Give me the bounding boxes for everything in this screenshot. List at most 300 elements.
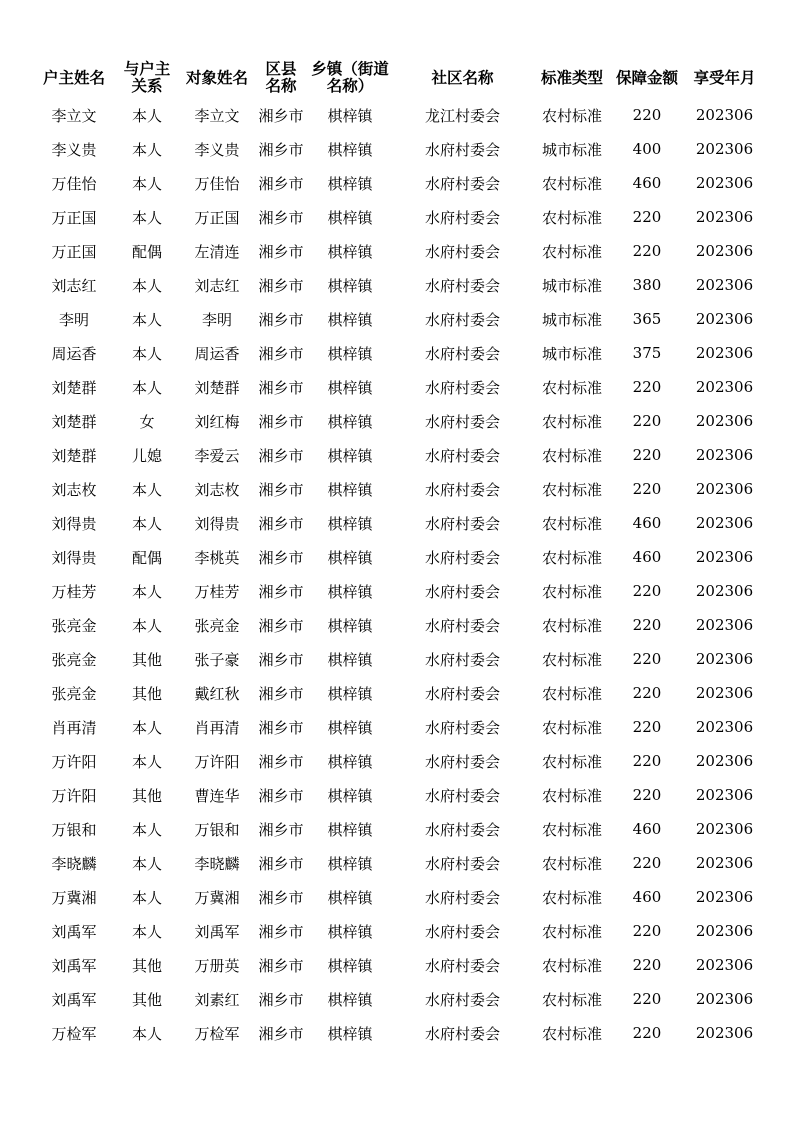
cell-relation: 本人 <box>131 344 162 363</box>
header-text-line: 享受年月 <box>693 68 756 87</box>
table-row <box>32 438 768 472</box>
cell-county: 湘乡市 <box>258 1024 304 1043</box>
cell-amount: 220 <box>632 412 662 430</box>
cell-month: 202306 <box>695 310 754 328</box>
cell-county: 湘乡市 <box>258 378 304 397</box>
cell-standard-type: 农村标准 <box>541 480 602 499</box>
header-text-line: 名称） <box>326 77 374 95</box>
table-row <box>32 812 768 846</box>
cell-month: 202306 <box>695 616 754 634</box>
header-community-name <box>394 58 531 98</box>
cell-month: 202306 <box>695 174 754 192</box>
table-row <box>32 268 768 302</box>
cell-amount: 460 <box>632 174 662 192</box>
cell-township: 棋梓镇 <box>327 922 373 941</box>
cell-community: 水府村委会 <box>424 208 500 227</box>
cell-month: 202306 <box>695 684 754 702</box>
cell-amount: 220 <box>632 684 662 702</box>
cell-recipient: 李明 <box>201 310 232 329</box>
cell-standard-type: 农村标准 <box>541 888 602 907</box>
cell-recipient: 肖再清 <box>194 718 240 737</box>
cell-recipient: 万冀湘 <box>194 888 240 907</box>
cell-county: 湘乡市 <box>258 820 304 839</box>
cell-standard-type: 农村标准 <box>541 922 602 941</box>
header-text-line: 关系 <box>131 77 163 95</box>
cell-recipient: 万佳怡 <box>194 174 240 193</box>
table-row <box>32 404 768 438</box>
cell-standard-type: 农村标准 <box>541 650 602 669</box>
cell-community: 水府村委会 <box>424 854 500 873</box>
cell-amount: 220 <box>632 106 662 124</box>
cell-month: 202306 <box>695 786 754 804</box>
cell-community: 水府村委会 <box>424 990 500 1009</box>
cell-amount: 220 <box>632 1024 662 1042</box>
cell-month: 202306 <box>695 446 754 464</box>
cell-recipient: 刘得贵 <box>194 514 240 533</box>
cell-relation: 本人 <box>131 854 162 873</box>
cell-standard-type: 农村标准 <box>541 786 602 805</box>
cell-relation: 本人 <box>131 922 162 941</box>
table-row <box>32 472 768 506</box>
cell-household-head: 李立文 <box>51 106 97 125</box>
cell-household-head: 万许阳 <box>51 752 97 771</box>
table-row <box>32 132 768 166</box>
cell-recipient: 张亮金 <box>194 616 240 635</box>
cell-community: 水府村委会 <box>424 922 500 941</box>
cell-community: 水府村委会 <box>424 446 500 465</box>
cell-standard-type: 农村标准 <box>541 684 602 703</box>
cell-relation: 本人 <box>131 174 162 193</box>
cell-township: 棋梓镇 <box>327 582 373 601</box>
cell-relation: 配偶 <box>131 548 162 567</box>
cell-recipient: 李爱云 <box>194 446 240 465</box>
cell-amount: 460 <box>632 888 662 906</box>
cell-standard-type: 农村标准 <box>541 548 602 567</box>
table-row <box>32 200 768 234</box>
cell-township: 棋梓镇 <box>327 990 373 1009</box>
cell-month: 202306 <box>695 548 754 566</box>
table-row <box>32 642 768 676</box>
cell-township: 棋梓镇 <box>327 820 373 839</box>
cell-relation: 本人 <box>131 140 162 159</box>
cell-household-head: 张亮金 <box>51 650 97 669</box>
cell-community: 水府村委会 <box>424 718 500 737</box>
cell-township: 棋梓镇 <box>327 548 373 567</box>
cell-recipient: 曹连华 <box>194 786 240 805</box>
cell-relation: 本人 <box>131 582 162 601</box>
cell-relation: 本人 <box>131 106 162 125</box>
cell-month: 202306 <box>695 718 754 736</box>
cell-standard-type: 农村标准 <box>541 616 602 635</box>
cell-standard-type: 农村标准 <box>541 208 602 227</box>
cell-month: 202306 <box>695 990 754 1008</box>
cell-relation: 本人 <box>131 514 162 533</box>
cell-community: 水府村委会 <box>424 684 500 703</box>
cell-relation: 本人 <box>131 820 162 839</box>
table-row <box>32 98 768 132</box>
cell-community: 水府村委会 <box>424 276 500 295</box>
cell-standard-type: 农村标准 <box>541 446 602 465</box>
cell-recipient: 刘志红 <box>194 276 240 295</box>
header-amount <box>613 58 681 98</box>
cell-standard-type: 城市标准 <box>541 310 602 329</box>
cell-amount: 220 <box>632 242 662 260</box>
cell-county: 湘乡市 <box>258 888 304 907</box>
cell-household-head: 李明 <box>58 310 89 329</box>
cell-household-head: 万正国 <box>51 208 97 227</box>
cell-township: 棋梓镇 <box>327 650 373 669</box>
cell-community: 龙江村委会 <box>424 106 500 125</box>
table-row <box>32 982 768 1016</box>
cell-recipient: 戴红秋 <box>194 684 240 703</box>
cell-month: 202306 <box>695 378 754 396</box>
cell-standard-type: 城市标准 <box>541 276 602 295</box>
cell-community: 水府村委会 <box>424 378 500 397</box>
cell-amount: 375 <box>632 344 662 362</box>
header-text-line: 乡镇（街道 <box>311 60 389 78</box>
cell-relation: 本人 <box>131 208 162 227</box>
table-row <box>32 676 768 710</box>
cell-community: 水府村委会 <box>424 956 500 975</box>
cell-household-head: 刘得贵 <box>51 514 97 533</box>
cell-month: 202306 <box>695 854 754 872</box>
table-row <box>32 302 768 336</box>
cell-amount: 460 <box>632 548 662 566</box>
cell-month: 202306 <box>695 1024 754 1042</box>
cell-township: 棋梓镇 <box>327 752 373 771</box>
cell-amount: 460 <box>632 820 662 838</box>
cell-community: 水府村委会 <box>424 1024 500 1043</box>
cell-township: 棋梓镇 <box>327 208 373 227</box>
cell-standard-type: 农村标准 <box>541 514 602 533</box>
cell-county: 湘乡市 <box>258 412 304 431</box>
cell-community: 水府村委会 <box>424 786 500 805</box>
cell-township: 棋梓镇 <box>327 412 373 431</box>
cell-county: 湘乡市 <box>258 650 304 669</box>
table-row <box>32 880 768 914</box>
cell-county: 湘乡市 <box>258 922 304 941</box>
table-header <box>32 58 768 98</box>
cell-county: 湘乡市 <box>258 582 304 601</box>
cell-household-head: 刘得贵 <box>51 548 97 567</box>
cell-township: 棋梓镇 <box>327 514 373 533</box>
cell-amount: 220 <box>632 786 662 804</box>
table-row <box>32 574 768 608</box>
cell-household-head: 张亮金 <box>51 616 97 635</box>
cell-recipient: 刘志枚 <box>194 480 240 499</box>
table-row <box>32 608 768 642</box>
cell-township: 棋梓镇 <box>327 344 373 363</box>
cell-community: 水府村委会 <box>424 820 500 839</box>
cell-household-head: 万检军 <box>51 1024 97 1043</box>
cell-community: 水府村委会 <box>424 650 500 669</box>
cell-amount: 400 <box>632 140 662 158</box>
cell-county: 湘乡市 <box>258 242 304 261</box>
cell-relation: 本人 <box>131 752 162 771</box>
cell-county: 湘乡市 <box>258 786 304 805</box>
header-text-line: 与户主 <box>123 60 171 78</box>
cell-amount: 220 <box>632 616 662 634</box>
cell-recipient: 周运香 <box>194 344 240 363</box>
cell-township: 棋梓镇 <box>327 480 373 499</box>
header-text-line: 区县 <box>265 60 297 78</box>
cell-month: 202306 <box>695 752 754 770</box>
cell-month: 202306 <box>695 208 754 226</box>
header-township-name <box>306 58 394 98</box>
cell-household-head: 刘禹军 <box>51 990 97 1009</box>
table-row <box>32 1016 768 1050</box>
cell-amount: 220 <box>632 378 662 396</box>
cell-standard-type: 农村标准 <box>541 174 602 193</box>
cell-township: 棋梓镇 <box>327 310 373 329</box>
cell-amount: 220 <box>632 752 662 770</box>
cell-standard-type: 农村标准 <box>541 718 602 737</box>
cell-month: 202306 <box>695 582 754 600</box>
cell-township: 棋梓镇 <box>327 276 373 295</box>
cell-county: 湘乡市 <box>258 446 304 465</box>
cell-amount: 220 <box>632 480 662 498</box>
cell-recipient: 左清连 <box>194 242 240 261</box>
cell-recipient: 万正国 <box>194 208 240 227</box>
header-household-head-name <box>32 58 116 98</box>
cell-household-head: 万冀湘 <box>51 888 97 907</box>
header-month <box>681 58 768 98</box>
cell-standard-type: 农村标准 <box>541 956 602 975</box>
cell-relation: 本人 <box>131 310 162 329</box>
cell-township: 棋梓镇 <box>327 888 373 907</box>
header-relation-to-head <box>116 58 178 98</box>
cell-month: 202306 <box>695 412 754 430</box>
cell-amount: 220 <box>632 718 662 736</box>
cell-community: 水府村委会 <box>424 412 500 431</box>
header-recipient-name <box>178 58 256 98</box>
cell-township: 棋梓镇 <box>327 378 373 397</box>
cell-county: 湘乡市 <box>258 616 304 635</box>
cell-relation: 其他 <box>131 786 162 805</box>
header-text-line: 对象姓名 <box>185 68 248 87</box>
cell-relation: 本人 <box>131 718 162 737</box>
cell-recipient: 刘素红 <box>194 990 240 1009</box>
cell-standard-type: 农村标准 <box>541 820 602 839</box>
cell-amount: 220 <box>632 854 662 872</box>
cell-relation: 儿媳 <box>131 446 162 465</box>
cell-amount: 220 <box>632 650 662 668</box>
cell-household-head: 刘楚群 <box>51 378 97 397</box>
table-row <box>32 948 768 982</box>
cell-county: 湘乡市 <box>258 956 304 975</box>
cell-township: 棋梓镇 <box>327 1024 373 1043</box>
cell-county: 湘乡市 <box>258 310 304 329</box>
cell-community: 水府村委会 <box>424 140 500 159</box>
table-row <box>32 506 768 540</box>
cell-county: 湘乡市 <box>258 140 304 159</box>
cell-household-head: 刘楚群 <box>51 446 97 465</box>
cell-county: 湘乡市 <box>258 208 304 227</box>
cell-household-head: 刘志枚 <box>51 480 97 499</box>
cell-household-head: 周运香 <box>51 344 97 363</box>
table-row <box>32 778 768 812</box>
cell-relation: 本人 <box>131 378 162 397</box>
table-row <box>32 540 768 574</box>
table-row <box>32 710 768 744</box>
cell-township: 棋梓镇 <box>327 956 373 975</box>
cell-county: 湘乡市 <box>258 854 304 873</box>
cell-county: 湘乡市 <box>258 514 304 533</box>
cell-township: 棋梓镇 <box>327 106 373 125</box>
cell-standard-type: 城市标准 <box>541 140 602 159</box>
cell-community: 水府村委会 <box>424 174 500 193</box>
cell-standard-type: 农村标准 <box>541 582 602 601</box>
cell-community: 水府村委会 <box>424 548 500 567</box>
cell-recipient: 万检军 <box>194 1024 240 1043</box>
cell-month: 202306 <box>695 106 754 124</box>
cell-month: 202306 <box>695 922 754 940</box>
cell-recipient: 李桃英 <box>194 548 240 567</box>
header-text-line: 户主姓名 <box>42 68 105 87</box>
cell-recipient: 张子豪 <box>194 650 240 669</box>
cell-community: 水府村委会 <box>424 616 500 635</box>
cell-household-head: 刘楚群 <box>51 412 97 431</box>
header-row <box>32 58 768 98</box>
cell-month: 202306 <box>695 820 754 838</box>
cell-standard-type: 农村标准 <box>541 854 602 873</box>
cell-recipient: 万银和 <box>194 820 240 839</box>
cell-community: 水府村委会 <box>424 344 500 363</box>
cell-county: 湘乡市 <box>258 718 304 737</box>
cell-household-head: 万许阳 <box>51 786 97 805</box>
cell-month: 202306 <box>695 480 754 498</box>
cell-township: 棋梓镇 <box>327 684 373 703</box>
cell-amount: 220 <box>632 446 662 464</box>
cell-community: 水府村委会 <box>424 582 500 601</box>
cell-community: 水府村委会 <box>424 514 500 533</box>
cell-county: 湘乡市 <box>258 548 304 567</box>
cell-household-head: 张亮金 <box>51 684 97 703</box>
cell-relation: 其他 <box>131 956 162 975</box>
cell-county: 湘乡市 <box>258 480 304 499</box>
cell-county: 湘乡市 <box>258 174 304 193</box>
cell-amount: 220 <box>632 990 662 1008</box>
cell-recipient: 万桂芳 <box>194 582 240 601</box>
cell-relation: 本人 <box>131 616 162 635</box>
cell-household-head: 刘志红 <box>51 276 97 295</box>
cell-household-head: 刘禹军 <box>51 956 97 975</box>
cell-township: 棋梓镇 <box>327 140 373 159</box>
cell-relation: 本人 <box>131 1024 162 1043</box>
table-row <box>32 914 768 948</box>
cell-relation: 本人 <box>131 888 162 907</box>
header-standard-type <box>531 58 613 98</box>
cell-community: 水府村委会 <box>424 242 500 261</box>
cell-month: 202306 <box>695 650 754 668</box>
cell-household-head: 李晓麟 <box>51 854 97 873</box>
header-county-name <box>256 58 306 98</box>
cell-month: 202306 <box>695 242 754 260</box>
cell-amount: 220 <box>632 922 662 940</box>
cell-month: 202306 <box>695 140 754 158</box>
cell-amount: 220 <box>632 956 662 974</box>
table-row <box>32 370 768 404</box>
header-text-line: 社区名称 <box>431 68 494 87</box>
cell-community: 水府村委会 <box>424 480 500 499</box>
table-row <box>32 846 768 880</box>
cell-household-head: 刘禹军 <box>51 922 97 941</box>
cell-community: 水府村委会 <box>424 752 500 771</box>
cell-standard-type: 农村标准 <box>541 106 602 125</box>
cell-month: 202306 <box>695 956 754 974</box>
cell-standard-type: 农村标准 <box>541 378 602 397</box>
cell-household-head: 万佳怡 <box>51 174 97 193</box>
cell-standard-type: 农村标准 <box>541 412 602 431</box>
cell-standard-type: 农村标准 <box>541 242 602 261</box>
cell-recipient: 万许阳 <box>194 752 240 771</box>
cell-recipient: 李晓麟 <box>194 854 240 873</box>
cell-township: 棋梓镇 <box>327 718 373 737</box>
cell-month: 202306 <box>695 276 754 294</box>
cell-relation: 本人 <box>131 480 162 499</box>
cell-community: 水府村委会 <box>424 310 500 329</box>
header-text-line: 标准类型 <box>540 68 603 87</box>
cell-township: 棋梓镇 <box>327 174 373 193</box>
cell-township: 棋梓镇 <box>327 616 373 635</box>
cell-county: 湘乡市 <box>258 344 304 363</box>
cell-recipient: 李立文 <box>194 106 240 125</box>
cell-standard-type: 城市标准 <box>541 344 602 363</box>
cell-recipient: 李义贵 <box>194 140 240 159</box>
cell-household-head: 万桂芳 <box>51 582 97 601</box>
cell-household-head: 肖再清 <box>51 718 97 737</box>
cell-recipient: 万册英 <box>194 956 240 975</box>
cell-household-head: 万银和 <box>51 820 97 839</box>
cell-relation: 配偶 <box>131 242 162 261</box>
cell-standard-type: 农村标准 <box>541 752 602 771</box>
cell-relation: 其他 <box>131 990 162 1009</box>
cell-community: 水府村委会 <box>424 888 500 907</box>
cell-month: 202306 <box>695 514 754 532</box>
cell-county: 湘乡市 <box>258 276 304 295</box>
table-row <box>32 234 768 268</box>
table-body <box>32 98 768 1050</box>
cell-relation: 其他 <box>131 684 162 703</box>
cell-amount: 220 <box>632 582 662 600</box>
table-row <box>32 744 768 778</box>
header-text-line: 名称 <box>265 77 297 95</box>
cell-amount: 460 <box>632 514 662 532</box>
cell-township: 棋梓镇 <box>327 242 373 261</box>
cell-household-head: 李义贵 <box>51 140 97 159</box>
cell-county: 湘乡市 <box>258 990 304 1009</box>
cell-relation: 女 <box>139 412 155 431</box>
header-text-line: 保障金额 <box>615 68 678 87</box>
cell-recipient: 刘楚群 <box>194 378 240 397</box>
cell-township: 棋梓镇 <box>327 786 373 805</box>
cell-amount: 380 <box>632 276 662 294</box>
cell-county: 湘乡市 <box>258 752 304 771</box>
assistance-table <box>32 58 768 1050</box>
cell-relation: 其他 <box>131 650 162 669</box>
cell-recipient: 刘红梅 <box>194 412 240 431</box>
cell-month: 202306 <box>695 888 754 906</box>
cell-household-head: 万正国 <box>51 242 97 261</box>
cell-amount: 220 <box>632 208 662 226</box>
table-row <box>32 166 768 200</box>
cell-relation: 本人 <box>131 276 162 295</box>
cell-standard-type: 农村标准 <box>541 1024 602 1043</box>
cell-county: 湘乡市 <box>258 106 304 125</box>
cell-month: 202306 <box>695 344 754 362</box>
cell-township: 棋梓镇 <box>327 446 373 465</box>
cell-county: 湘乡市 <box>258 684 304 703</box>
